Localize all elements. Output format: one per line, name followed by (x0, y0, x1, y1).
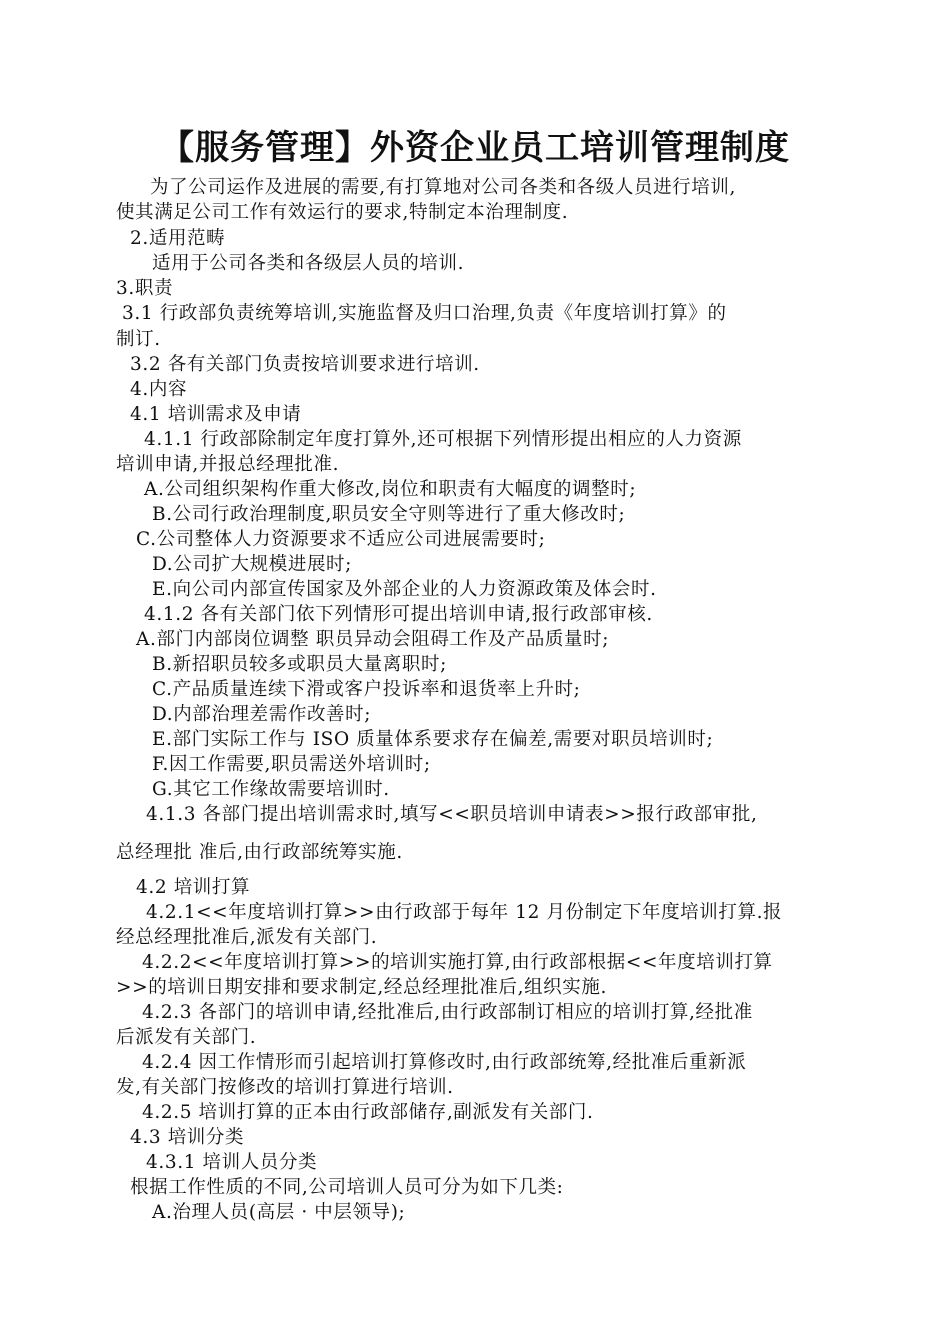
list-item: A.治理人员(高层 · 中层领导); (152, 1202, 406, 1223)
paragraph-line: 发,有关部门按修改的培训打算进行培训. (116, 1077, 454, 1098)
paragraph-line: 4.2.4 因工作情形而引起培训打算修改时,由行政部统筹,经批准后重新派 (142, 1052, 747, 1073)
paragraph-line: 4.2.5 培训打算的正本由行政部储存,副派发有关部门. (142, 1102, 594, 1123)
list-item: C.公司整体人力资源要求不适应公司进展需要时; (136, 529, 546, 550)
paragraph-line: 4.2.1<<年度培训打算>>由行政部于每年 12 月份制定下年度培训打算.报 (146, 902, 783, 923)
list-item: B.公司行政治理制度,职员安全守则等进行了重大修改时; (152, 504, 626, 525)
list-item: B.新招职员较多或职员大量离职时; (152, 654, 447, 675)
list-item: E.向公司内部宣传国家及外部企业的人力资源政策及体会时. (152, 579, 657, 600)
section-heading: 4.内容 (130, 379, 188, 400)
list-item: F.因工作需要,职员需送外培训时; (152, 754, 431, 775)
paragraph-line: 4.2.3 各部门的培训申请,经批准后,由行政部制订相应的培训打算,经批准 (142, 1002, 753, 1023)
paragraph-line: 适用于公司各类和各级层人员的培训. (152, 253, 465, 274)
paragraph-line: 4.1.2 各有关部门依下列情形可提出培训申请,报行政部审核. (144, 604, 653, 625)
paragraph-line: >>的培训日期安排和要求制定,经总经理批准后,组织实施. (116, 977, 607, 998)
subsection-heading: 4.1 培训需求及申请 (130, 404, 302, 425)
paragraph-line: 经总经理批准后,派发有关部门. (116, 927, 378, 948)
paragraph-line: 4.1.3 各部门提出培训需求时,填写<<职员培训申请表>>报行政部审批, (146, 804, 758, 825)
section-heading: 3.职责 (116, 278, 174, 299)
paragraph-line: 总经理批 准后,由行政部统筹实施. (116, 842, 403, 863)
document-title: 【服务管理】外资企业员工培训管理制度 (160, 128, 790, 168)
paragraph-line: 4.2.2<<年度培训打算>>的培训实施打算,由行政部根据<<年度培训打算 (142, 952, 773, 973)
paragraph-line: 使其满足公司工作有效运行的要求,特制定本治理制度. (116, 202, 569, 223)
subsection-heading: 4.3.1 培训人员分类 (146, 1152, 318, 1173)
paragraph-line: 培训申请,并报总经理批准. (116, 454, 340, 475)
list-item: D.内部治理差需作改善时; (152, 704, 372, 725)
paragraph-line: 后派发有关部门. (116, 1027, 257, 1048)
list-item: E.部门实际工作与 ISO 质量体系要求存在偏差,需要对职员培训时; (152, 729, 714, 750)
list-item: G.其它工作缘故需要培训时. (152, 779, 390, 800)
paragraph-line: 为了公司运作及进展的需要,有打算地对公司各类和各级人员进行培训, (150, 177, 736, 198)
subsection-heading: 4.3 培训分类 (130, 1127, 245, 1148)
section-heading: 2.适用范畴 (130, 228, 226, 249)
paragraph-line: 4.1.1 行政部除制定年度打算外,还可根据下列情形提出相应的人力资源 (144, 429, 742, 450)
list-item: C.产品质量连续下滑或客户投诉率和退货率上升时; (152, 679, 581, 700)
subsection-heading: 4.2 培训打算 (136, 877, 251, 898)
paragraph-line: 根据工作性质的不同,公司培训人员可分为如下几类: (130, 1177, 564, 1198)
list-item: A.部门内部岗位调整 职员异动会阻碍工作及产品质量时; (136, 629, 610, 650)
list-item: D.公司扩大规模进展时; (152, 554, 352, 575)
paragraph-line: 制订. (116, 329, 161, 350)
list-item: A.公司组织架构作重大修改,岗位和职责有大幅度的调整时; (144, 479, 637, 500)
paragraph-line: 3.1 行政部负责统筹培训,实施监督及归口治理,负责《年度培训打算》的 (122, 303, 727, 324)
paragraph-line: 3.2 各有关部门负责按培训要求进行培训. (130, 354, 480, 375)
